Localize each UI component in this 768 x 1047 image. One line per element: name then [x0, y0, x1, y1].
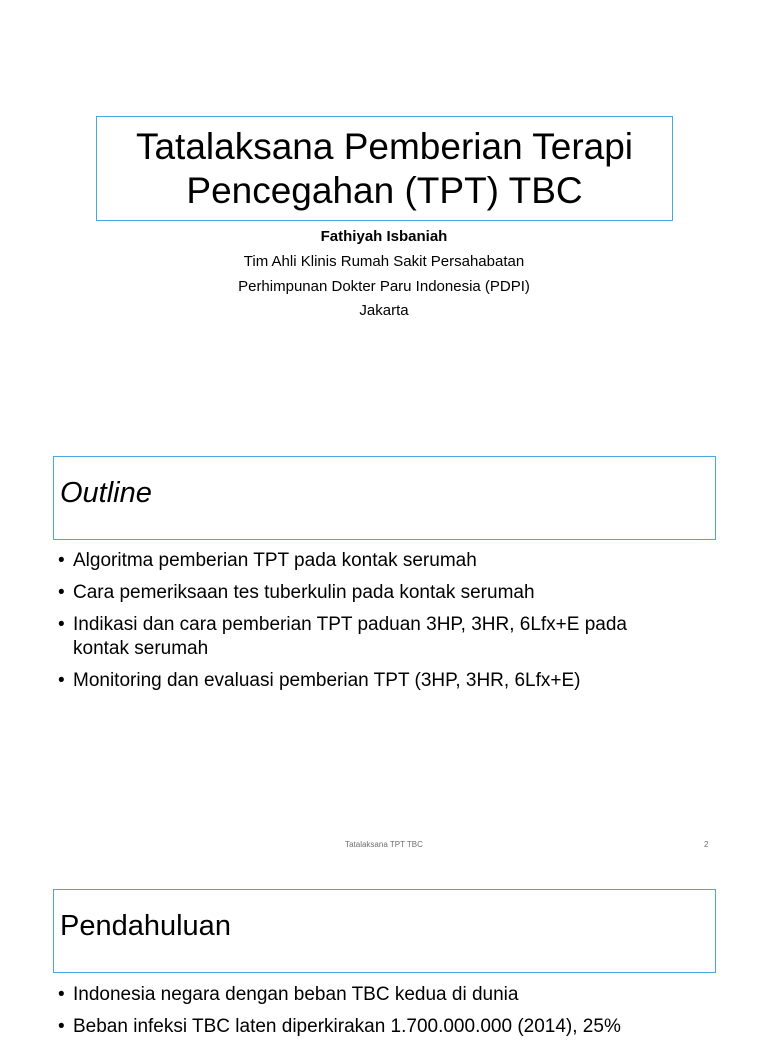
page-number: 2	[704, 840, 709, 849]
bullet-item: • Indonesia negara dengan beban TBC kedua di dunia	[58, 983, 678, 1007]
slide-title: Pendahuluan	[60, 910, 231, 942]
author-name: Fathiyah Isbaniah	[320, 228, 448, 245]
slide-title: Outline	[60, 477, 152, 509]
bullet-item: • Algoritma pemberian TPT pada kontak serumah	[58, 549, 678, 573]
affiliation-line: Tim Ahli Klinis Rumah Sakit Persahabatan	[243, 253, 525, 270]
title-box	[53, 456, 716, 540]
slide-3	[0, 864, 768, 1037]
bullet-item: • Indikasi dan cara pemberian TPT paduan 3HP, 3HR, 6Lfx+E pada kontak serumah	[58, 613, 678, 661]
bullet-item: • Beban infeksi TBC laten diperkirakan 1.700.000.000 (2014), 25%	[58, 1015, 678, 1039]
bullet-list	[58, 549, 678, 701]
slide-1	[0, 0, 768, 432]
footer-text: Tatalaksana TPT TBC	[345, 840, 423, 849]
slide-title: Tatalaksana Pemberian Terapi Pencegahan (TPT) TBC	[135, 126, 634, 211]
title-box	[96, 116, 673, 221]
affiliation-line: Perhimpunan Dokter Paru Indonesia (PDPI)	[238, 278, 530, 295]
bullet-item: • Monitoring dan evaluasi pemberian TPT (3HP, 3HR, 6Lfx+E)	[58, 669, 678, 693]
title-box	[53, 889, 716, 973]
slide-2	[0, 432, 768, 864]
city-line: Jakarta	[359, 302, 409, 319]
bullet-list	[58, 983, 678, 1047]
bullet-item: • Cara pemeriksaan tes tuberkulin pada kontak serumah	[58, 581, 678, 605]
